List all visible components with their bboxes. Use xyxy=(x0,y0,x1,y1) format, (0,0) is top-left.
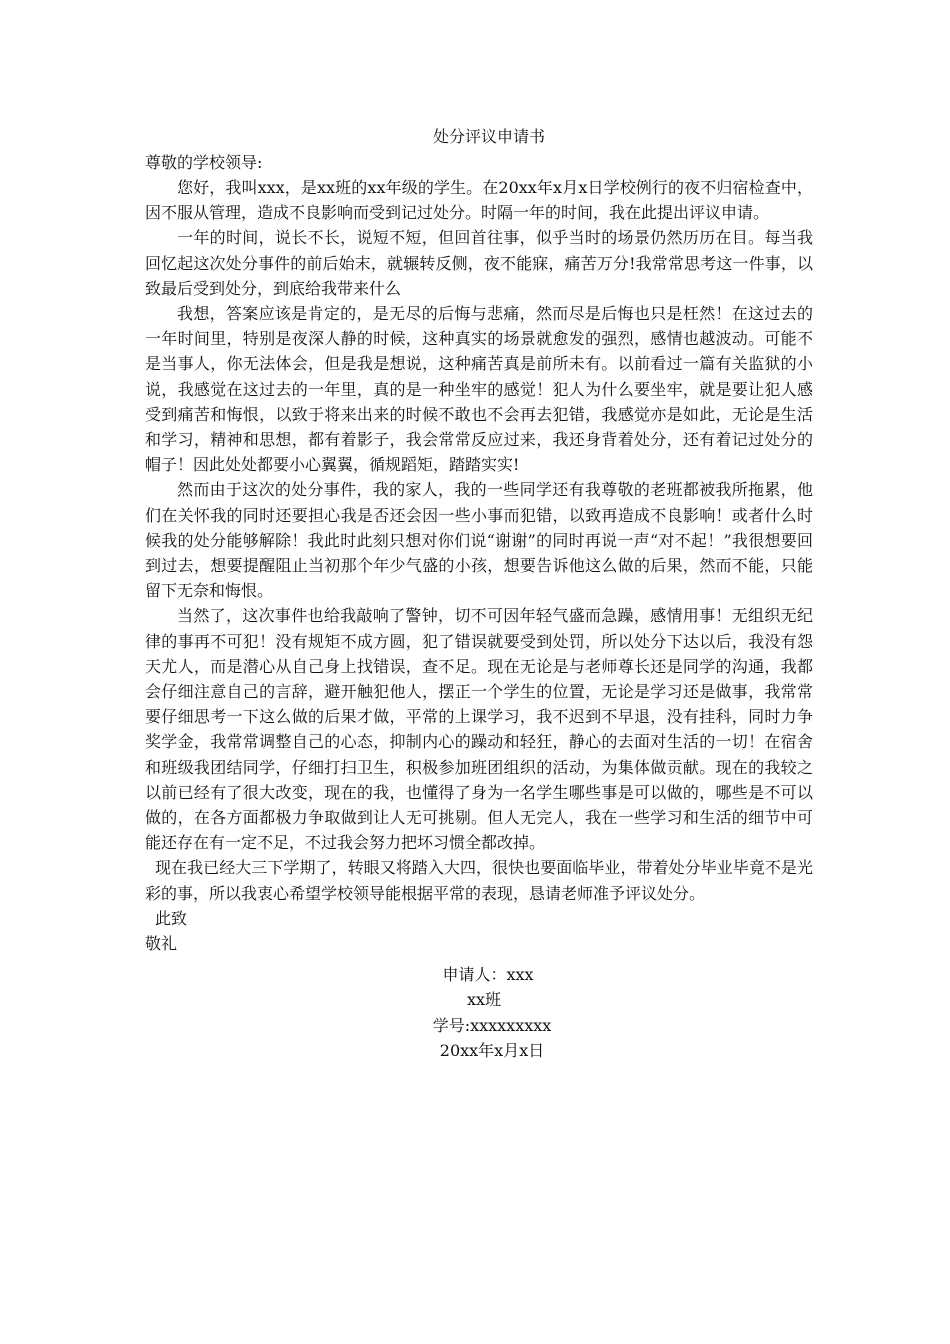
signature-date: 20xx年x月x日 xyxy=(439,1041,545,1061)
body-paragraph-6: 现在我已经大三下学期了，转眼又将踏入大四，很快也要面临毕业，带着处分毕业毕竟不是光彩的事，所以我衷心希望学校领导能根据平常的表现，恳请老师准予评议处分。 xyxy=(145,858,813,903)
document-page xyxy=(145,126,813,1064)
body-paragraph-5: 当然了，这次事件也给我敲响了警钟，切不可因年轻气盛而急躁，感情用事！无组织无纪律的事再不可犯！没有规矩不成方圆，犯了错误就要受到处罚，所以处分下达以后，我没有怨天尤人，而是潜心从自己身上找错误，查不足。现在无论是与老师尊长还是同学的沟通，我都会仔细注意自己的言辞，避开触犯他人，摆正一个学生的位置，无论是学习还是做事，我常常要仔细思考一下这么做的后果才做，平常的上课学习，我不迟到不早退，没有挂科，同时力争奖学金，我常常调整自己的心态，抑制内心的躁动和轻狂，静心的去面对生活的一切！在宿舍和班级我团结同学，仔细打扫卫生，积极参加班团组织的活动，为集体做贡献。现在的我较之以前已经有了很大改变，现在的我，也懂得了身为一名学生哪些事是可以做的，哪些是不可以做的，在各方面都极力争取做到让人无可挑剔。但人无完人，我在一些学习和生活的细节中可能还存在有一定不足，不过我会努力把坏习惯全都改掉。 xyxy=(145,606,813,853)
body-paragraph-2: 一年的时间，说长不长，说短不短，但回首往事，似乎当时的场景仍然历历在目。每当我回忆起这次处分事件的前后始末，就辗转反侧，夜不能寐，痛苦万分!我常常思考这一件事，以致最后受到处分，到底给我带来什么 xyxy=(145,228,813,298)
body-paragraph-3: 我想，答案应该是肯定的，是无尽的后悔与悲痛，然而尽是后悔也只是枉然！在这过去的一年时间里，特别是夜深人静的时候，这种真实的场景就愈发的强烈，感情也越波动。可能不是当事人，你无法体会，但是我是想说，这种痛苦真是前所未有。以前看过一篇有关监狱的小说，我感觉在这过去的一年里，真的是一种坐牢的感觉！犯人为什么要坐牢，就是要让犯人感受到痛苦和悔恨，以致于将来出来的时候不敢也不会再去犯错，我感觉亦是如此，无论是生活和学习，精神和思想，都有着影子，我会常常反应过来，我还身背着处分，还有着记过处分的帽子！因此处处都要小心翼翼，循规蹈矩，踏踏实实! xyxy=(145,304,813,475)
closing-line-2: 敬礼 xyxy=(145,933,178,953)
closing-line-1: 此致 xyxy=(155,908,188,928)
body-paragraph-4: 然而由于这次的处分事件，我的家人，我的一些同学还有我尊敬的老班都被我所拖累，他们在关怀我的同时还要担心我是否还会因一些小事而犯错，以致再造成不良影响！或者什么时候我的处分能够解除！我此时此刻只想对你们说“谢谢”的同时再说一声“对不起！”我很想要回到过去，想要提醒阻止当初那个年少气盛的小孩，想要告诉他这么做的后果，然而不能，只能留下无奈和悔恨。 xyxy=(145,480,813,601)
body-paragraph-1: 您好，我叫xxx，是xx班的xx年级的学生。在20xx年x月x日学校例行的夜不归宿检查中，因不服从管理，造成不良影响而受到记过处分。时隔一年的时间，我在此提出评议申请。 xyxy=(145,178,813,223)
signature-block xyxy=(145,962,813,1064)
signature-student-id: 学号:xxxxxxxxx xyxy=(432,1015,552,1035)
salutation: 尊敬的学校领导: xyxy=(145,153,263,172)
document-title: 处分评议申请书 xyxy=(432,127,545,146)
signature-applicant: 申请人：xxx xyxy=(442,964,534,984)
signature-class: xx班 xyxy=(466,990,502,1010)
